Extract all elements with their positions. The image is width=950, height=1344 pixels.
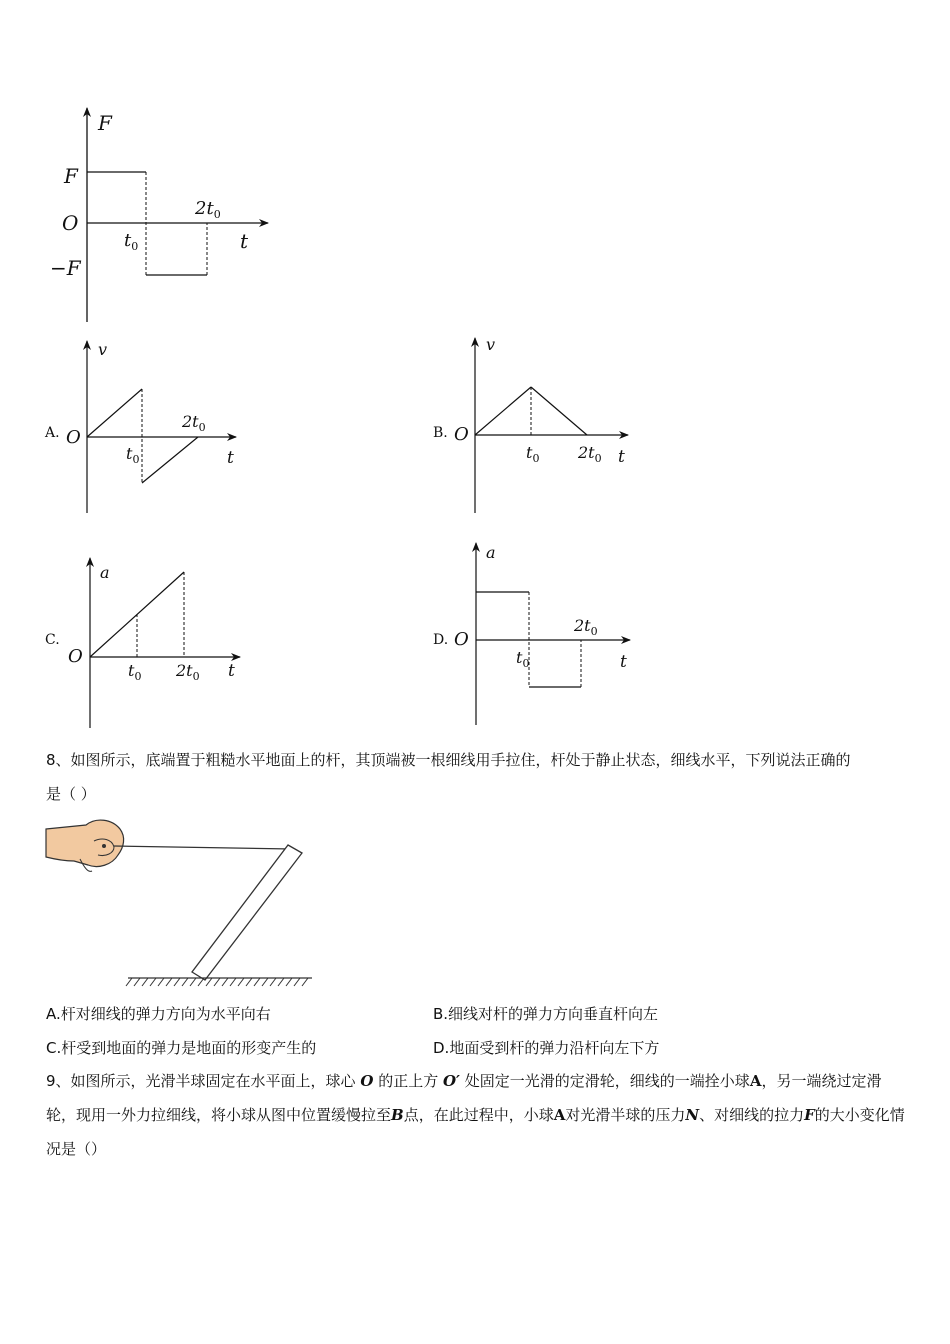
svg-text:t: t [228, 661, 235, 681]
level-negative-label: −F [50, 256, 81, 280]
svg-text:2t0: $2t_0$ [176, 661, 200, 683]
option-d-letter[interactable]: D. [433, 632, 449, 648]
y-axis-label: F [98, 111, 112, 135]
svg-text:t0: $t_0$ [126, 444, 140, 466]
svg-text:2t0: $2t_0$ [182, 412, 206, 434]
option-d-graph[interactable] [448, 535, 648, 730]
two-t0-label: $2t_0$ [195, 198, 221, 221]
t0-label: $t_0$ [124, 230, 139, 253]
svg-text:O: O [68, 646, 83, 667]
symbol-F: F [804, 1106, 815, 1124]
string [114, 846, 292, 849]
svg-text:O: O [454, 629, 469, 650]
svg-text:2t0: $2t_0$ [574, 616, 598, 638]
svg-text:t: t [620, 652, 627, 672]
svg-text:t: t [618, 447, 625, 467]
option-b-letter[interactable]: B. [433, 425, 448, 441]
symbol-B: B [391, 1106, 404, 1124]
option-a-letter[interactable]: A. [45, 425, 60, 441]
x-axis-label: t [240, 229, 249, 253]
svg-text:t: t [227, 448, 234, 468]
symbol-O-prime: O′ [442, 1072, 461, 1090]
question-8-stem [46, 743, 908, 811]
option-b-graph[interactable] [448, 330, 648, 520]
symbol-A: A [749, 1072, 762, 1090]
svg-text:O: O [66, 427, 81, 448]
force-time-graph [40, 100, 280, 330]
hand-illustration [46, 820, 124, 871]
option-c-letter[interactable]: C. [45, 632, 60, 648]
question-9-stem: 9、如图所示，光滑半球固定在水平面上，球心 O 的正上方 O′ 处固定一光滑的定滑轮，细线的一端拴小球A，另一端绕过定滑轮，现用一外力拉细线，将小球从图中位置缓慢拉至B点，在此过程中，小球A对光滑半球的压力N、对细线的拉力F的大小变化情况是（） [46, 1072, 905, 1158]
symbol-N: N [685, 1106, 700, 1124]
svg-text:a: a [100, 563, 110, 582]
svg-text:2t0: $2t_0$ [578, 443, 602, 465]
q8-choice-a[interactable]: A.杆对细线的弹力方向为水平向右 [46, 1005, 271, 1023]
option-c-graph[interactable] [60, 550, 260, 735]
q8-choice-d[interactable]: D.地面受到杆的弹力沿杆向左下方 [433, 1039, 660, 1057]
hand-rod-figure [40, 815, 330, 995]
svg-text:v: v [98, 340, 108, 359]
q8-choice-b[interactable]: B.细线对杆的弹力方向垂直杆向左 [433, 1005, 659, 1023]
svg-text:v: v [486, 335, 496, 354]
level-positive-label: F [64, 164, 78, 188]
origin-label: O [62, 211, 79, 235]
option-a-graph[interactable] [60, 335, 260, 520]
rough-ground [126, 978, 312, 986]
svg-text:t0: $t_0$ [128, 661, 142, 683]
rod [192, 845, 302, 980]
svg-text:t0: $t_0$ [526, 443, 540, 465]
svg-text:a: a [486, 543, 496, 562]
symbol-O: O [360, 1072, 374, 1090]
svg-text:t0: $t_0$ [516, 648, 530, 670]
question-8-line1: 8、如图所示，底端置于粗糙水平地面上的杆，其顶端被一根细线用手拉住，杆处于静止状态，细线水平，下列说法正确的 [46, 751, 851, 769]
svg-text:O: O [454, 424, 469, 445]
question-8-line2: 是（ ） [46, 785, 96, 803]
q8-choice-c[interactable]: C.杆受到地面的弹力是地面的形变产生的 [46, 1039, 317, 1057]
